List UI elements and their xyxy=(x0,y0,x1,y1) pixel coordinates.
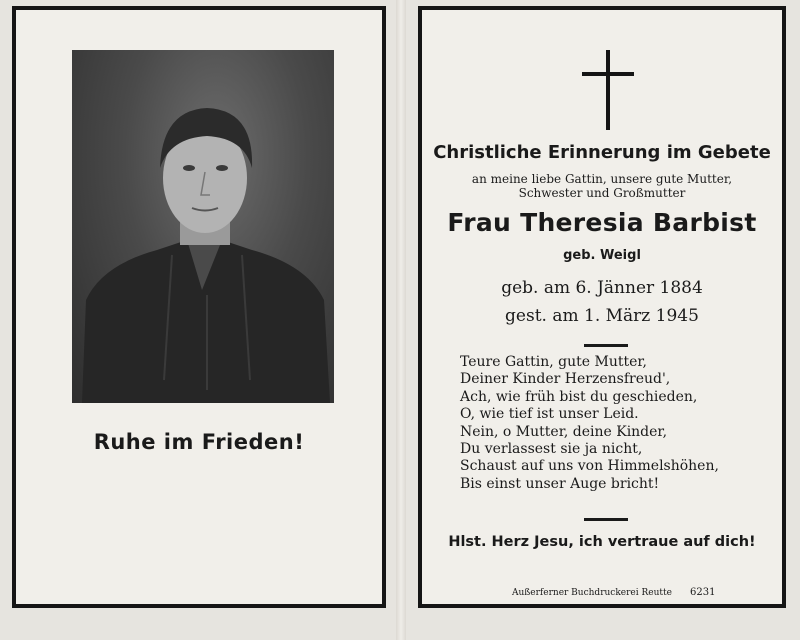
divider xyxy=(584,344,628,347)
print-number: 6231 xyxy=(690,587,716,598)
poem-line: Bis einst unser Auge bricht! xyxy=(460,475,660,492)
remembrance-heading: Christliche Erinnerung im Gebete xyxy=(433,142,771,163)
deceased-name: Frau Theresia Barbist xyxy=(447,208,757,237)
poem-line: Schaust auf uns von Himmelshöhen, xyxy=(460,458,719,475)
dedication xyxy=(422,172,782,200)
dedication-line: an meine liebe Gattin, unsere gute Mutter, xyxy=(471,172,733,186)
cross-icon xyxy=(582,50,634,130)
birth-date: geb. am 6. Jänner 1884 xyxy=(501,278,703,298)
memorial-poem xyxy=(460,354,719,493)
right-panel xyxy=(418,6,786,608)
divider xyxy=(584,518,628,521)
poem-line: Ach, wie früh bist du geschieden, xyxy=(460,388,698,405)
poem-line: O, wie tief ist unser Leid. xyxy=(460,406,639,423)
death-date: gest. am 1. März 1945 xyxy=(505,306,699,326)
printer-credit: Außerferner Buchdruckerei Reutte xyxy=(512,588,672,598)
poem-line: Nein, o Mutter, deine Kinder, xyxy=(460,423,668,440)
poem-line: Du verlassest sie ja nicht, xyxy=(460,441,643,458)
portrait-photo xyxy=(72,50,334,403)
maiden-name: geb. Weigl xyxy=(563,248,641,263)
left-panel xyxy=(12,6,386,608)
poem-line: Teure Gattin, gute Mutter, xyxy=(460,354,647,370)
portrait-illustration xyxy=(72,50,334,403)
rest-in-peace-text: Ruhe im Frieden! xyxy=(93,430,305,454)
prayer-text: Hlst. Herz Jesu, ich vertraue auf dich! xyxy=(448,534,756,550)
dedication-line: Schwester und Großmutter xyxy=(518,186,686,200)
card-fold xyxy=(396,0,406,640)
poem-line: Deiner Kinder Herzensfreud', xyxy=(460,371,671,388)
